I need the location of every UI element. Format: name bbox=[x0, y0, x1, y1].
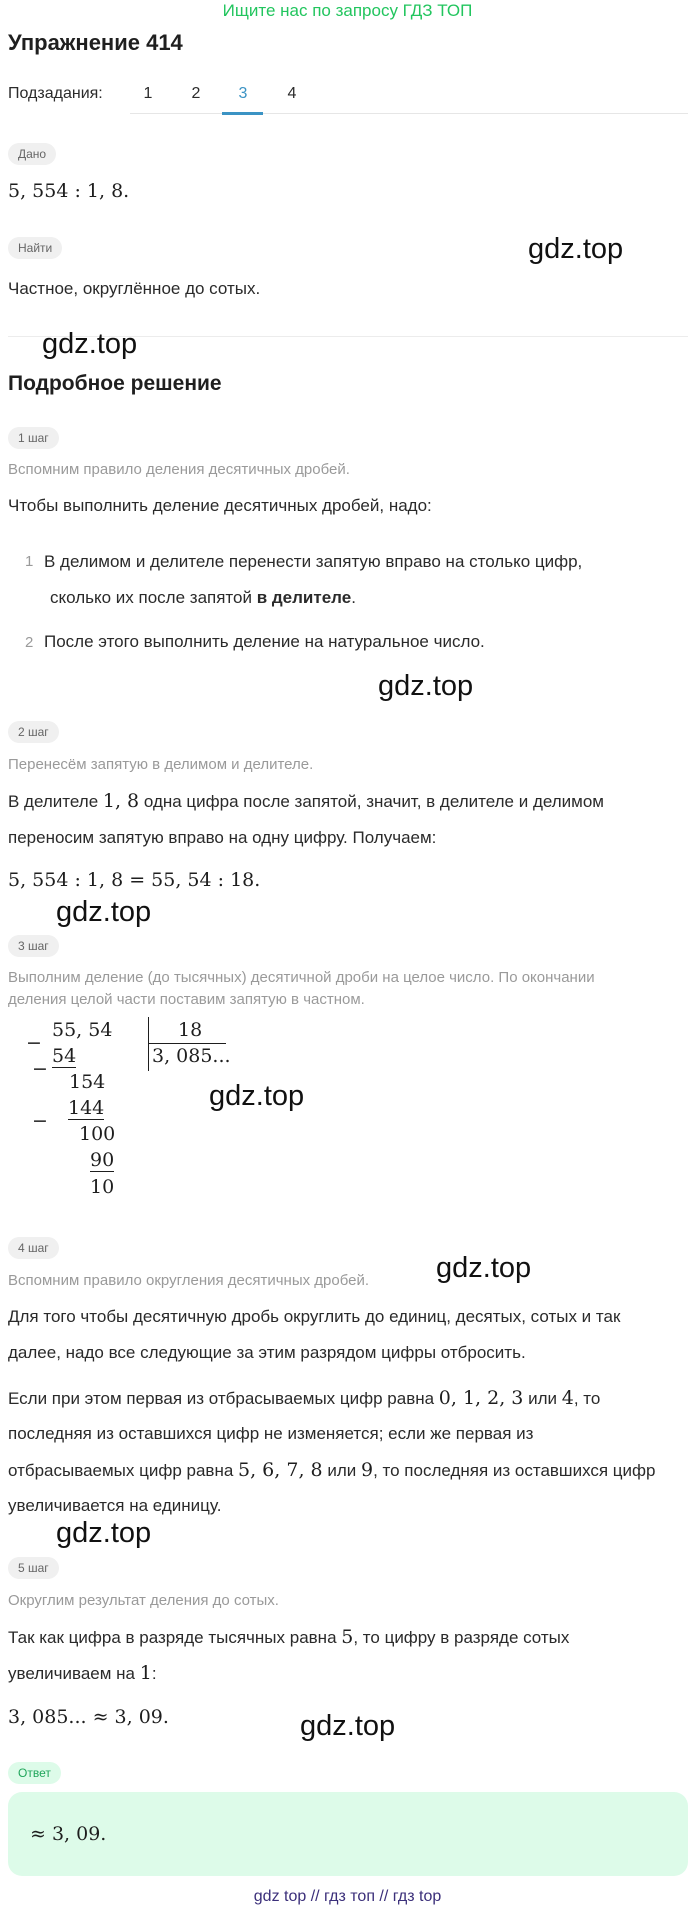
emphasis-text: в делителе bbox=[256, 588, 352, 607]
quotient: 3, 085... bbox=[152, 1045, 231, 1067]
remainder: 100 bbox=[79, 1123, 116, 1145]
remainder: 10 bbox=[90, 1176, 115, 1198]
minus-sign: − bbox=[32, 1110, 48, 1132]
step-1-intro: Чтобы выполнить деление десятичных дробей, надо: bbox=[8, 496, 432, 515]
answer-box bbox=[8, 1792, 688, 1876]
step-1-badge: 1 шаг bbox=[8, 427, 59, 449]
minus-sign: − bbox=[32, 1058, 48, 1080]
minus-sign: − bbox=[26, 1032, 42, 1054]
page-title: Упражнение 414 bbox=[8, 30, 183, 55]
watermark: gdz.top bbox=[209, 1080, 305, 1112]
step-2-hint: Перенесём запятую в делимом и делителе. bbox=[8, 756, 314, 773]
step-5-expression: 3, 085... ≈ 3, 09. bbox=[8, 1706, 169, 1728]
step-5-text: увеличиваем на 1: bbox=[8, 1662, 157, 1684]
step-5-hint: Округлим результат деления до сотых. bbox=[8, 1592, 279, 1609]
list-item-text: После этого выполнить деление на натуральное число. bbox=[44, 632, 485, 651]
step-4-text: Если при этом первая из отбрасываемых цифр равна 0, 1, 2, 3 или 4, то bbox=[8, 1387, 601, 1409]
step-5-text: Так как цифра в разряде тысячных равна 5, то цифру в разряде сотых bbox=[8, 1626, 570, 1648]
subtrahend: 144 bbox=[68, 1097, 105, 1119]
watermark: gdz.top bbox=[56, 1517, 152, 1549]
list-item-text: сколько их после запятой в делителе. bbox=[50, 588, 356, 607]
step-4-text: отбрасываемых цифр равна 5, 6, 7, 8 или 9, то последняя из оставшихся цифр bbox=[8, 1459, 656, 1481]
promo-banner[interactable]: Ищите нас по запросу ГДЗ ТОП bbox=[222, 1, 473, 20]
step-4-text: последняя из оставшихся цифр не изменяется; если же первая из bbox=[8, 1424, 534, 1443]
given-expression: 5, 554 : 1, 8. bbox=[8, 180, 130, 202]
step-2-text: В делителе 1, 8 одна цифра после запятой, значит, в делителе и делимом bbox=[8, 790, 604, 812]
footer-links[interactable]: gdz top // гдз топ // гдз top bbox=[253, 1888, 442, 1905]
tabs-divider bbox=[130, 113, 688, 114]
step-5-badge: 5 шаг bbox=[8, 1557, 59, 1579]
tab-2[interactable]: 2 bbox=[191, 85, 201, 102]
step-4-text: далее, надо все следующие за этим разрядом цифры отбросить. bbox=[8, 1343, 526, 1362]
remainder: 154 bbox=[69, 1071, 106, 1093]
answer-value: ≈ 3, 09. bbox=[30, 1823, 107, 1845]
tab-3[interactable]: 3 bbox=[238, 85, 248, 102]
step-4-text: увеличивается на единицу. bbox=[8, 1496, 222, 1515]
list-number: 1 bbox=[25, 553, 34, 570]
division-bar bbox=[148, 1017, 149, 1071]
watermark: gdz.top bbox=[300, 1710, 396, 1742]
step-2-expression: 5, 554 : 1, 8 = 55, 54 : 18. bbox=[8, 869, 261, 891]
step-2-badge: 2 шаг bbox=[8, 721, 59, 743]
given-badge: Дано bbox=[8, 143, 56, 165]
watermark: gdz.top bbox=[378, 670, 474, 702]
step-3-hint: Выполним деление (до тысячных) десятичной дроби на целое число. По окончании bbox=[8, 969, 595, 986]
dividend: 55, 54 bbox=[52, 1019, 113, 1041]
section-title: Подробное решение bbox=[8, 372, 222, 395]
subtasks-label: Подзадания: bbox=[8, 85, 103, 102]
step-3-hint: деления целой части поставим запятую в частном. bbox=[8, 991, 365, 1008]
find-text: Частное, округлённое до сотых. bbox=[8, 279, 261, 298]
active-tab-indicator bbox=[222, 112, 263, 115]
step-4-text: Для того чтобы десятичную дробь округлить до единиц, десятых, сотых и так bbox=[8, 1307, 621, 1326]
divisor: 18 bbox=[178, 1019, 203, 1041]
tab-4[interactable]: 4 bbox=[287, 85, 297, 102]
step-2-text: переносим запятую вправо на одну цифру. Получаем: bbox=[8, 828, 437, 847]
watermark: gdz.top bbox=[42, 328, 138, 360]
step-3-badge: 3 шаг bbox=[8, 935, 59, 957]
list-number: 2 bbox=[25, 634, 34, 651]
answer-badge: Ответ bbox=[8, 1762, 61, 1784]
tab-1[interactable]: 1 bbox=[143, 85, 153, 102]
watermark: gdz.top bbox=[528, 233, 624, 265]
subtrahend: 90 bbox=[90, 1149, 115, 1171]
watermark: gdz.top bbox=[56, 896, 152, 928]
division-bar bbox=[148, 1043, 226, 1044]
subtrahend: 54 bbox=[52, 1045, 77, 1067]
watermark: gdz.top bbox=[436, 1252, 532, 1284]
step-4-badge: 4 шаг bbox=[8, 1237, 59, 1259]
list-item-text: В делимом и делителе перенести запятую вправо на столько цифр, bbox=[44, 552, 583, 571]
find-badge: Найти bbox=[8, 237, 62, 259]
step-4-hint: Вспомним правило округления десятичных дробей. bbox=[8, 1272, 370, 1289]
step-1-hint: Вспомним правило деления десятичных дробей. bbox=[8, 461, 350, 478]
